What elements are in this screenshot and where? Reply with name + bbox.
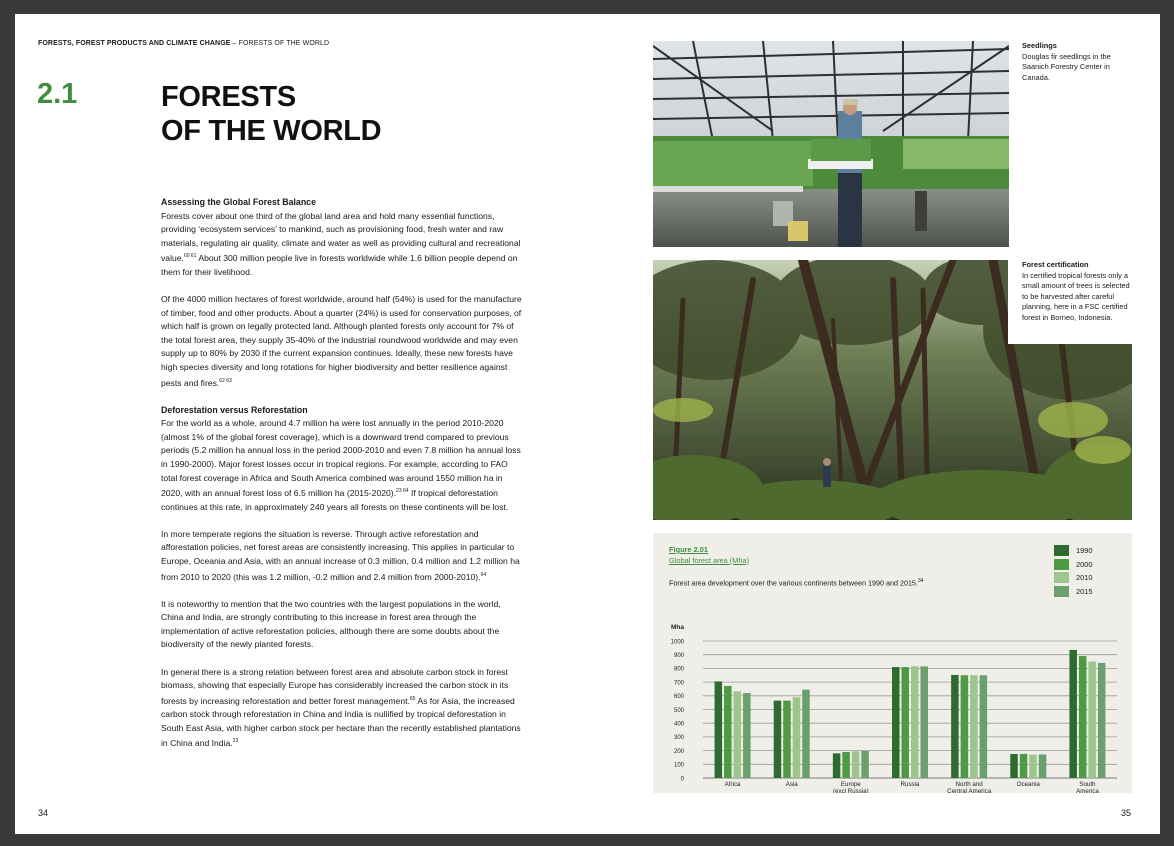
seedlings-caption-title: Seedlings	[1022, 41, 1057, 50]
bar-europe-2010	[852, 751, 860, 778]
bar-north-and-2015	[980, 675, 988, 778]
y-tick-1000: 1000	[670, 639, 684, 646]
figure-description-ref: 34	[917, 578, 924, 584]
x-tick-label: America	[1076, 788, 1099, 793]
y-tick-900: 900	[673, 653, 684, 659]
bar-oceania-2015	[1039, 754, 1047, 778]
bar-south-2000	[1079, 656, 1087, 778]
seedlings-caption	[1022, 41, 1132, 83]
seedlings-caption-text: Douglas fir seedlings in the Saanich Forestry Center in Canada.	[1022, 51, 1111, 82]
section-title-line2: OF THE WORLD	[161, 115, 382, 147]
p6-ref: 65	[409, 695, 416, 702]
section-title	[161, 80, 381, 148]
paragraph-2	[161, 293, 523, 390]
x-tick-label: Oceania	[1016, 781, 1040, 788]
paragraph-5: It is noteworthy to mention that the two countries with the largest populations in the world, China and India, are strongly contributing to this increase in forest area through the implementation of active reforestation policies, although there are some doubts about the biodiversity of the newly planted forests.	[161, 598, 501, 650]
y-tick-100: 100	[673, 762, 684, 769]
x-tick-label: Russia	[900, 781, 920, 788]
page-number-right: 35	[1121, 808, 1132, 818]
y-tick-200: 200	[673, 748, 684, 755]
x-tick-label: (excl Russia)	[832, 788, 869, 793]
x-tick-label: Central America	[947, 788, 992, 793]
p6-ref2: 23	[232, 738, 239, 745]
x-tick-label: North and	[955, 781, 983, 788]
bar-south-1990	[1069, 650, 1077, 778]
bar-south-2010	[1088, 662, 1096, 778]
section-number: 2.1	[37, 78, 78, 110]
certification-caption-text: In certified tropical forests only a small amount of trees is selected to be harvested after careful planning, here in a FSC certified forest in Borneo, Indonesia.	[1022, 270, 1130, 322]
y-tick-400: 400	[673, 721, 684, 728]
figure-description-text: Forest area development over the various continents between 1990 and 2015.	[669, 578, 918, 588]
legend-label-1990: 1990	[1076, 546, 1093, 556]
greenhouse-illustration	[653, 41, 1009, 247]
bar-russia-2000	[902, 667, 910, 778]
p6-text: In general there is a strong relation between forest area and absolute carbon stock in forest biomass, showing that especially Europe has considerably increased the carbon stock in its forests by increasing reforestation and better forest management.	[161, 666, 509, 706]
page-number-left: 34	[38, 808, 49, 818]
bar-north-and-2000	[961, 675, 969, 778]
p2-text: Of the 4000 million hectares of forest worldwide, around half (54%) is used for the manufacture of timber, food and other products. About a quarter (24%) is used for conservation purposes, of which half is grown on legally protected land. Although planted forests only account for 7% of the total forest area, they supply 35-40% of the industrial roundwood worldwide and may even supply up to 80% by 2030 if the current expansion continues. Ideally, these new forests have high species diversity and long rotations for higher biodiversity and better resilience against pests and fires.	[161, 294, 522, 388]
x-tick-label: Africa	[724, 781, 741, 788]
greenhouse-photo	[653, 41, 1009, 247]
certification-caption	[1008, 260, 1132, 344]
bar-oceania-2000	[1020, 754, 1027, 778]
y-tick-700: 700	[673, 680, 684, 687]
bar-north-and-1990	[951, 675, 959, 778]
bar-russia-1990	[892, 667, 900, 778]
section-title-line1: FORESTS	[161, 81, 296, 113]
bar-asia-1990	[774, 701, 782, 778]
bar-africa-1990	[715, 681, 723, 778]
p4-text: In more temperate regions the situation is reverse. Through active reforestation and afforestation policies, net forest areas are consistently increasing. This applies in particular to Europe, Oceania and Asia, with an annual increase of 0.3 million, 0.4 million and 1.2 million ha from 2010 to 2020 (this was 1.2 million, -0.2 million and 2.4 million from 2000-2010).	[161, 528, 520, 582]
x-tick-label: Europe	[840, 781, 861, 788]
bar-north-and-2010	[970, 675, 978, 778]
bar-europe-2015	[861, 751, 869, 778]
y-tick-800: 800	[673, 666, 684, 673]
figure-2-01	[653, 533, 1132, 793]
bar-africa-2000	[724, 686, 732, 778]
bar-oceania-2010	[1029, 755, 1037, 778]
p6-tail: As for Asia, the increased carbon stock through reforestation in China and India is nullified by tropical deforestation in South East Asia, with higher carbon stock per hectare than the recently established plantations in China and India.	[161, 695, 521, 749]
bar-russia-2010	[911, 666, 919, 778]
p3-tail: If tropical deforestation continues at this rate, in approximately 240 years all forests on these continents will be lost.	[161, 488, 509, 512]
heading-deforestation: Deforestation versus Reforestation	[161, 404, 308, 415]
bar-europe-1990	[833, 753, 841, 778]
y-tick-0: 0	[680, 776, 684, 783]
p1-ref: 60 61	[183, 253, 197, 260]
bar-europe-2000	[842, 752, 850, 778]
x-tick-label: South	[1079, 781, 1096, 788]
y-tick-500: 500	[673, 707, 684, 714]
paragraph-6	[161, 666, 523, 751]
paragraph-1	[161, 210, 523, 280]
bar-chart	[653, 533, 1132, 793]
bar-asia-2000	[783, 701, 791, 778]
figure-number: Figure 2.01	[669, 545, 709, 554]
bar-south-2015	[1098, 663, 1106, 778]
page-spread	[15, 14, 1160, 834]
bar-africa-2010	[734, 691, 742, 778]
p3-ref: 23 64	[396, 488, 409, 495]
bar-asia-2010	[793, 697, 801, 778]
figure-subtitle: Global forest area (Mha)	[669, 555, 750, 565]
paragraph-3	[161, 417, 523, 514]
y-tick-300: 300	[673, 735, 684, 742]
y-tick-600: 600	[673, 694, 684, 701]
bar-africa-2015	[743, 693, 751, 778]
y-axis-label: Mha	[671, 624, 684, 631]
bar-oceania-1990	[1010, 754, 1018, 778]
running-header	[38, 40, 329, 47]
legend-label-2015: 2015	[1076, 586, 1093, 596]
bar-asia-2015	[802, 690, 810, 778]
bar-russia-2015	[921, 666, 929, 778]
legend-label-2000: 2000	[1076, 559, 1093, 569]
p1-tail: About 300 million people live in forests worldwide while 1.6 billion people depend on them for their livelihood.	[161, 253, 518, 277]
body-text	[161, 196, 523, 765]
p1-text: Forests cover about one third of the global land area and hold many essential functions, providing ‘ecosystem services’ to mankind, such as provisioning food, fresh water and raw materials, regulating air quality, climate and water as well as providing cultural and recreational value.	[161, 210, 521, 264]
p4-ref: 64	[480, 571, 487, 578]
p2-ref: 62 63	[219, 377, 232, 384]
certification-caption-title: Forest certification	[1022, 260, 1089, 269]
header-sep: –	[230, 40, 239, 47]
heading-global-forest-balance: Assessing the Global Forest Balance	[161, 197, 316, 207]
paragraph-4	[161, 528, 523, 584]
p3-text: For the world as a whole, around 4.7 million ha were lost annually in the period 2010-2020 (almost 1% of the global forest coverage), which is a downward trend compared to previous periods (5.2 million ha annual loss in the period 2000-2010 and even 7.8 million ha annual loss in 1990-2000). Major forest losses occur in tropical regions. For example, according to FAO total forest coverage in Africa and South America combined was around 1550 million ha in 2020, with an annual forest loss of 6.5 million ha (2015-2020).	[161, 418, 521, 499]
legend-label-2010: 2010	[1076, 573, 1093, 583]
header-rest: FORESTS OF THE WORLD	[238, 40, 330, 47]
header-bold: FORESTS, FOREST PRODUCTS AND CLIMATE CHANGE	[38, 40, 231, 47]
x-tick-label: Asia	[785, 781, 798, 788]
